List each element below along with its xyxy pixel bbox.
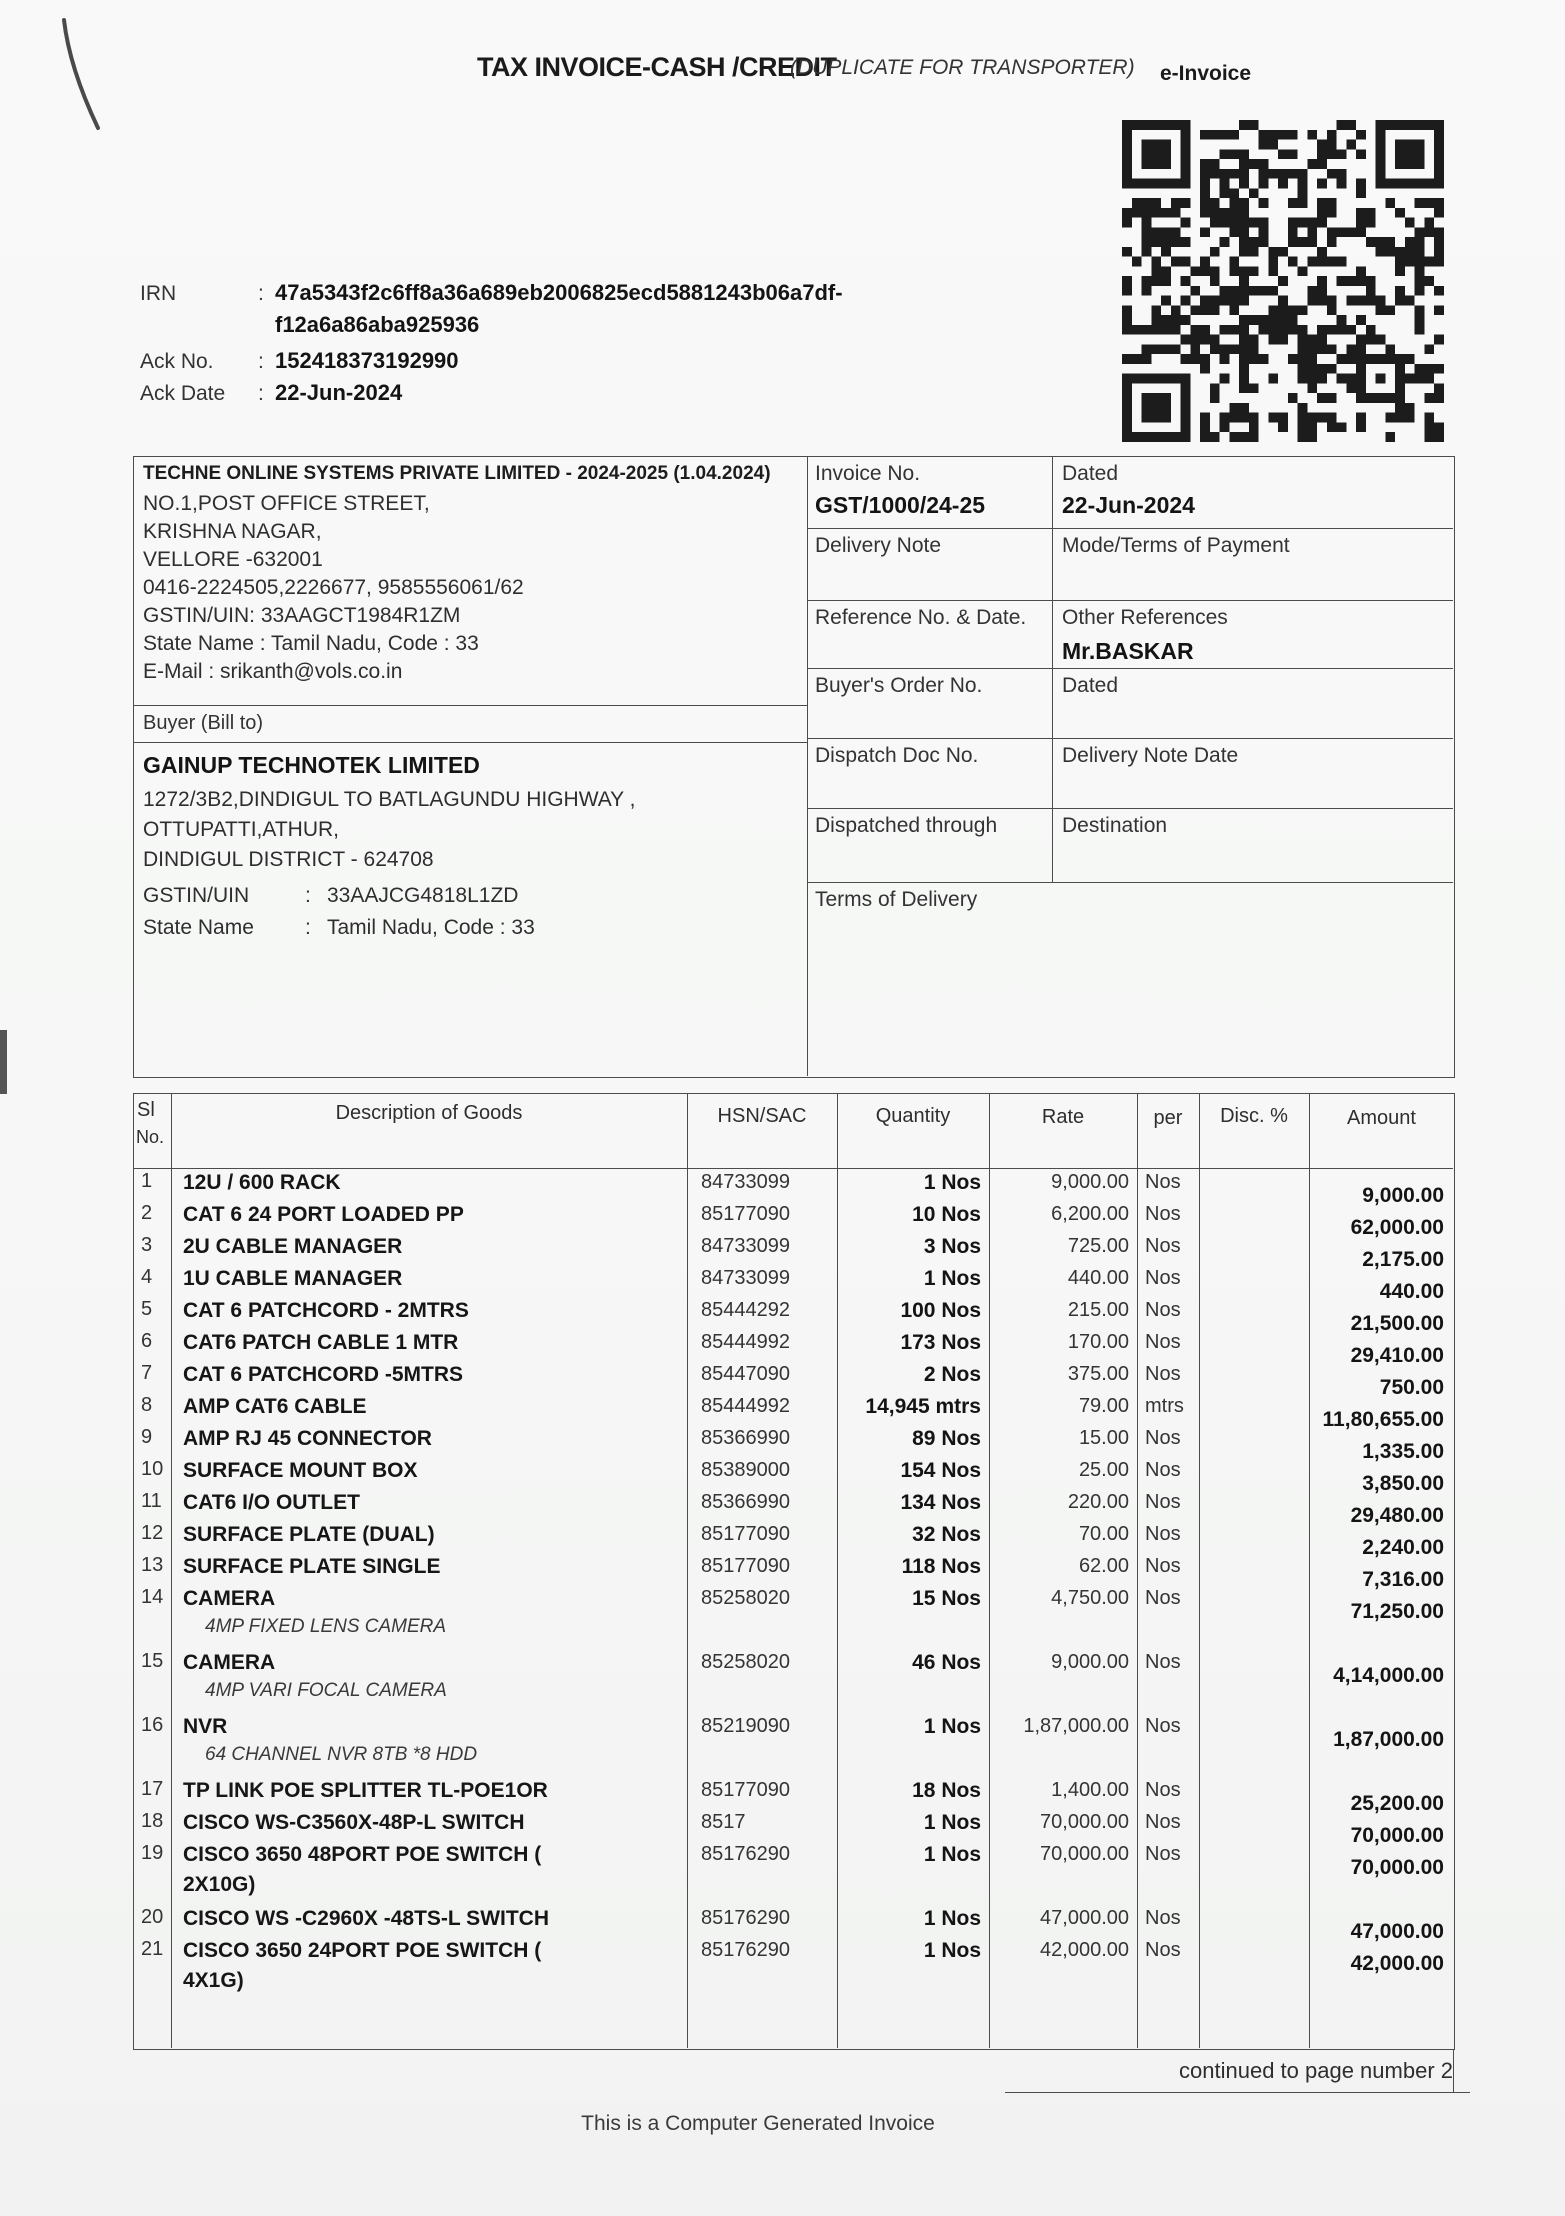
row-hsn: 84733099 [701, 1235, 790, 1257]
row-rate: 62.00 [1078, 1555, 1129, 1577]
row-quantity: 1 Nos [923, 1171, 981, 1194]
row-per: Nos [1145, 1491, 1181, 1513]
row-sl-no: 17 [141, 1778, 164, 1800]
row-sl-no: 16 [141, 1714, 164, 1736]
ack-date-label: Ack Date [140, 382, 226, 405]
row-quantity: 118 Nos [901, 1555, 981, 1578]
computer-generated-note: This is a Computer Generated Invoice [581, 2112, 935, 2135]
header-discount: Disc. % [1220, 1105, 1288, 1127]
delivery-note-date-label: Delivery Note Date [1062, 744, 1239, 767]
seller-address-line3: VELLORE -632001 [143, 548, 323, 571]
row-description-text-line2: 4X1G) [183, 1969, 244, 1992]
row-rate: 6,200.00 [1051, 1203, 1129, 1225]
row-quantity: 3 Nos [923, 1235, 981, 1258]
row-per: Nos [1145, 1331, 1181, 1353]
destination-label: Destination [1062, 814, 1168, 837]
invoice-no-value: GST/1000/24-25 [815, 492, 986, 518]
buyer-address-line3: DINDIGUL DISTRICT - 624708 [143, 848, 434, 871]
seller-state: State Name : Tamil Nadu, Code : 33 [143, 632, 479, 655]
invoice-no-label: Invoice No. [815, 462, 921, 485]
buyer-gstin-value: 33AAJCG4818L1ZD [327, 884, 519, 907]
row-per: Nos [1145, 1939, 1181, 1961]
row-description-text: CISCO WS -C2960X -48TS-L SWITCH [183, 1907, 550, 1930]
row-description-text: 1U CABLE MANAGER [183, 1267, 403, 1290]
row-hsn: 85176290 [701, 1843, 790, 1865]
row-sl-no: 3 [141, 1234, 153, 1256]
table-row [134, 1296, 1454, 1335]
row-hsn: 85366990 [701, 1491, 790, 1513]
seller-address-line1: NO.1,POST OFFICE STREET, [143, 492, 430, 515]
buyer-state-colon: : [305, 916, 311, 939]
row-sl-no: 15 [141, 1650, 164, 1672]
row-quantity: 1 Nos [923, 1843, 981, 1866]
continued-note: continued to page number 2 [1179, 2058, 1453, 2083]
row-description-subtext: 64 CHANNEL NVR 8TB *8 HDD [205, 1744, 478, 1765]
irn-value-line1: 47a5343f2c6ff8a36a689eb2006825ecd5881243b06a7df- [275, 280, 843, 305]
row-sl-no: 20 [141, 1906, 164, 1928]
grid-line [807, 528, 1453, 529]
row-quantity: 14,945 mtrs [865, 1395, 981, 1418]
row-hsn: 85176290 [701, 1907, 790, 1929]
row-sl-no: 5 [141, 1298, 153, 1320]
row-quantity: 1 Nos [923, 1907, 981, 1930]
row-amount: 21,500.00 [1350, 1312, 1444, 1335]
row-quantity: 32 Nos [912, 1523, 981, 1546]
row-description-text: CAT6 I/O OUTLET [183, 1491, 360, 1514]
row-per: Nos [1145, 1811, 1181, 1833]
row-description [171, 1584, 687, 1648]
row-amount: 2,240.00 [1362, 1536, 1444, 1559]
table-row [134, 1584, 1454, 1648]
row-hsn: 85366990 [701, 1427, 790, 1449]
row-per: Nos [1145, 1843, 1181, 1865]
header-description: Description of Goods [335, 1102, 523, 1124]
row-amount: 62,000.00 [1350, 1216, 1444, 1239]
header-sl: Sl [137, 1099, 155, 1121]
row-sl-no: 19 [141, 1842, 164, 1864]
row-quantity: 10 Nos [912, 1203, 981, 1226]
row-rate: 47,000.00 [1040, 1907, 1129, 1929]
row-per: Nos [1145, 1715, 1181, 1737]
row-amount: 42,000.00 [1350, 1952, 1444, 1975]
header-quantity: Quantity [875, 1105, 951, 1127]
row-quantity: 1 Nos [923, 1715, 981, 1738]
buyer-address-line2: OTTUPATTI,ATHUR, [143, 818, 339, 841]
row-amount: 25,200.00 [1350, 1792, 1444, 1815]
row-sl-no: 21 [141, 1938, 164, 1960]
row-sl-no: 1 [141, 1170, 153, 1192]
row-hsn: 85177090 [701, 1203, 790, 1225]
terms-of-delivery-label: Terms of Delivery [815, 888, 978, 911]
row-description [171, 1712, 687, 1776]
row-hsn: 85258020 [701, 1651, 790, 1673]
row-rate: 375.00 [1067, 1363, 1129, 1385]
row-hsn: 85258020 [701, 1587, 790, 1609]
row-sl-no: 6 [141, 1330, 153, 1352]
row-description-text: CAT6 PATCH CABLE 1 MTR [183, 1331, 459, 1354]
table-row [134, 1360, 1454, 1399]
ack-no-colon: : [258, 350, 264, 373]
copy-type-label: (DUPLICATE FOR TRANSPORTER) [790, 56, 1135, 79]
items-table-body [134, 1168, 1454, 2000]
row-description [171, 1648, 687, 1712]
row-per: Nos [1145, 1363, 1181, 1385]
table-row [134, 1840, 1454, 1904]
row-description-text: CISCO 3650 24PORT POE SWITCH ( [183, 1939, 542, 1962]
table-row [134, 1456, 1454, 1495]
row-description-text-line2: 2X10G) [183, 1873, 256, 1896]
row-description-subtext: 4MP FIXED LENS CAMERA [205, 1616, 447, 1637]
dispatch-doc-label: Dispatch Doc No. [815, 744, 979, 767]
table-row [134, 1520, 1454, 1559]
row-sl-no: 10 [141, 1458, 164, 1480]
table-row [134, 1488, 1454, 1527]
ack-no-value: 152418373192990 [275, 348, 459, 373]
row-rate: 15.00 [1078, 1427, 1129, 1449]
ack-date-value: 22-Jun-2024 [275, 380, 403, 405]
row-hsn: 85219090 [701, 1715, 790, 1737]
header-per: per [1153, 1107, 1183, 1129]
row-hsn: 8517 [701, 1811, 746, 1833]
row-description-text: TP LINK POE SPLITTER TL-POE1OR [183, 1779, 548, 1802]
row-hsn: 85177090 [701, 1555, 790, 1577]
row-rate: 25.00 [1078, 1459, 1129, 1481]
mode-terms-label: Mode/Terms of Payment [1062, 534, 1290, 557]
row-description-text: 12U / 600 RACK [183, 1171, 341, 1194]
row-amount: 11,80,655.00 [1322, 1408, 1444, 1431]
row-per: Nos [1145, 1459, 1181, 1481]
header-sl-no: No. [136, 1127, 165, 1147]
row-rate: 9,000.00 [1051, 1651, 1129, 1673]
dispatched-through-label: Dispatched through [815, 814, 998, 837]
row-per: Nos [1145, 1523, 1181, 1545]
row-description-text: CAT 6 PATCHCORD - 2MTRS [183, 1299, 469, 1322]
row-per: Nos [1145, 1267, 1181, 1289]
row-hsn: 85177090 [701, 1779, 790, 1801]
row-description-subtext: 4MP VARI FOCAL CAMERA [205, 1680, 447, 1701]
seller-gstin: GSTIN/UIN: 33AAGCT1984R1ZM [143, 604, 461, 627]
row-description-text: SURFACE MOUNT BOX [183, 1459, 418, 1482]
row-quantity: 100 Nos [900, 1299, 981, 1322]
buyer-gstin-label: GSTIN/UIN [143, 884, 250, 907]
seller-email: E-Mail : srikanth@vols.co.in [143, 660, 403, 683]
row-per: Nos [1145, 1427, 1181, 1449]
row-quantity: 154 Nos [900, 1459, 981, 1482]
table-row [134, 1904, 1454, 1943]
dated2-label: Dated [1062, 674, 1119, 697]
row-hsn: 84733099 [701, 1267, 790, 1289]
row-per: Nos [1145, 1651, 1181, 1673]
table-row [134, 1648, 1454, 1712]
row-rate: 42,000.00 [1040, 1939, 1129, 1961]
grid-line [807, 882, 1453, 883]
table-row [134, 1424, 1454, 1463]
grid-line [807, 808, 1453, 809]
row-hsn: 85177090 [701, 1523, 790, 1545]
invoice-title: TAX INVOICE-CASH /CREDIT [477, 52, 837, 82]
row-hsn: 85444992 [701, 1395, 790, 1417]
row-per: Nos [1145, 1171, 1181, 1193]
row-amount: 1,335.00 [1362, 1440, 1444, 1463]
other-references-value: Mr.BASKAR [1062, 638, 1194, 664]
row-per: Nos [1145, 1299, 1181, 1321]
einvoice-label: e-Invoice [1160, 62, 1252, 85]
row-description-text: SURFACE PLATE (DUAL) [183, 1523, 435, 1546]
row-rate: 215.00 [1067, 1299, 1129, 1321]
row-description-text: CISCO 3650 48PORT POE SWITCH ( [183, 1843, 542, 1866]
grid-line [807, 456, 808, 1076]
row-per: mtrs [1145, 1395, 1184, 1417]
grid-line [1005, 2092, 1470, 2093]
grid-line [133, 705, 807, 706]
grid-line [133, 742, 807, 743]
seller-phone: 0416-2224505,2226677, 9585556061/62 [143, 576, 524, 599]
row-hsn: 85389000 [701, 1459, 790, 1481]
row-quantity: 173 Nos [900, 1331, 981, 1354]
row-description-text: CISCO WS-C3560X-48P-L SWITCH [183, 1811, 525, 1834]
row-rate: 70,000.00 [1040, 1843, 1129, 1865]
row-sl-no: 13 [141, 1554, 164, 1576]
row-description-text: CAT 6 24 PORT LOADED PP [183, 1203, 464, 1226]
row-sl-no: 4 [141, 1266, 153, 1288]
row-quantity: 1 Nos [923, 1267, 981, 1290]
seller-address-line2: KRISHNA NAGAR, [143, 520, 322, 543]
row-per: Nos [1145, 1779, 1181, 1801]
row-amount: 4,14,000.00 [1333, 1664, 1444, 1687]
scan-artifact [0, 1030, 7, 1094]
row-amount: 9,000.00 [1362, 1184, 1444, 1207]
row-description-text: AMP RJ 45 CONNECTOR [183, 1427, 432, 1450]
grid-line [1052, 456, 1053, 882]
row-per: Nos [1145, 1555, 1181, 1577]
row-quantity: 15 Nos [912, 1587, 981, 1610]
buyer-name: GAINUP TECHNOTEK LIMITED [143, 752, 480, 778]
row-description-text: CAMERA [183, 1651, 276, 1674]
row-description-text: AMP CAT6 CABLE [183, 1395, 367, 1418]
row-amount: 29,480.00 [1350, 1504, 1444, 1527]
row-per: Nos [1145, 1587, 1181, 1609]
row-hsn: 85447090 [701, 1363, 790, 1385]
row-rate: 725.00 [1067, 1235, 1129, 1257]
row-sl-no: 14 [141, 1586, 164, 1608]
buyer-state-value: Tamil Nadu, Code : 33 [327, 916, 535, 939]
row-description-text: SURFACE PLATE SINGLE [183, 1555, 441, 1578]
grid-line [807, 600, 1453, 601]
row-amount: 3,850.00 [1362, 1472, 1444, 1495]
row-discount [1199, 1584, 1309, 1648]
row-quantity: 2 Nos [923, 1363, 981, 1386]
row-sl-no: 18 [141, 1810, 164, 1832]
row-per: Nos [1145, 1203, 1181, 1225]
buyer-section-label: Buyer (Bill to) [143, 712, 264, 734]
table-row [134, 1200, 1454, 1239]
row-quantity: 46 Nos [912, 1651, 981, 1674]
grid-line [807, 738, 1453, 739]
row-sl-no: 11 [141, 1490, 162, 1512]
row-amount: 440.00 [1379, 1280, 1444, 1303]
row-hsn: 85176290 [701, 1939, 790, 1961]
row-per: Nos [1145, 1235, 1181, 1257]
table-row [134, 1232, 1454, 1271]
table-row [134, 1328, 1454, 1367]
row-hsn: 85444992 [701, 1331, 790, 1353]
table-row [134, 1168, 1454, 1207]
row-description-text: NVR [183, 1715, 228, 1738]
grid-line [1453, 2050, 1454, 2092]
row-sl-no: 8 [141, 1394, 153, 1416]
irn-colon: : [258, 282, 264, 305]
table-row [134, 1552, 1454, 1591]
row-description [171, 1936, 687, 2000]
row-quantity: 1 Nos [923, 1811, 981, 1834]
header-hsn: HSN/SAC [717, 1105, 807, 1127]
row-rate: 440.00 [1067, 1267, 1129, 1289]
pen-mark [50, 10, 120, 140]
row-rate: 1,400.00 [1051, 1779, 1129, 1801]
row-sl-no: 2 [141, 1202, 153, 1224]
row-hsn: 84733099 [701, 1171, 790, 1193]
row-amount: 29,410.00 [1350, 1344, 1444, 1367]
irn-label: IRN [140, 282, 177, 305]
row-amount: 70,000.00 [1350, 1856, 1444, 1879]
header-rate: Rate [1041, 1106, 1085, 1128]
row-quantity: 89 Nos [912, 1427, 981, 1450]
row-quantity: 18 Nos [912, 1779, 981, 1802]
row-sl-no: 12 [141, 1522, 164, 1544]
table-row [134, 1264, 1454, 1303]
irn-value-line2: f12a6a86aba925936 [275, 312, 480, 337]
row-discount [1199, 1648, 1309, 1712]
row-amount: 47,000.00 [1350, 1920, 1444, 1943]
row-discount [1199, 1712, 1309, 1776]
row-rate: 170.00 [1067, 1331, 1129, 1353]
table-row [134, 1712, 1454, 1776]
ack-no-label: Ack No. [140, 350, 214, 373]
row-quantity: 1 Nos [923, 1939, 981, 1962]
seller-name: TECHNE ONLINE SYSTEMS PRIVATE LIMITED - 2024-2025 (1.04.2024) [143, 463, 771, 484]
row-rate: 1,87,000.00 [1023, 1715, 1129, 1737]
row-amount: 1,87,000.00 [1333, 1728, 1444, 1751]
row-rate: 70,000.00 [1040, 1811, 1129, 1833]
delivery-note-label: Delivery Note [815, 534, 942, 557]
row-description-text: 2U CABLE MANAGER [183, 1235, 403, 1258]
dated-value: 22-Jun-2024 [1062, 492, 1195, 518]
row-rate: 9,000.00 [1051, 1171, 1129, 1193]
table-row [134, 1392, 1454, 1431]
row-quantity: 134 Nos [900, 1491, 981, 1514]
buyer-state-label: State Name [143, 916, 254, 939]
ack-date-colon: : [258, 382, 264, 405]
grid-line [807, 668, 1453, 669]
row-description-text: CAT 6 PATCHCORD -5MTRS [183, 1363, 463, 1386]
row-rate: 79.00 [1078, 1395, 1129, 1417]
row-description [171, 1840, 687, 1904]
header-amount: Amount [1347, 1107, 1416, 1129]
row-rate: 220.00 [1067, 1491, 1129, 1513]
row-amount: 7,316.00 [1362, 1568, 1444, 1591]
other-references-label: Other References [1062, 606, 1228, 629]
row-rate: 70.00 [1078, 1523, 1129, 1545]
row-amount: 71,250.00 [1350, 1600, 1444, 1623]
buyers-order-label: Buyer's Order No. [815, 674, 983, 697]
row-discount [1199, 1840, 1309, 1904]
row-rate: 4,750.00 [1051, 1587, 1129, 1609]
buyer-gstin-colon: : [305, 884, 311, 907]
row-amount: 750.00 [1379, 1376, 1444, 1399]
row-amount: 2,175.00 [1362, 1248, 1444, 1271]
row-sl-no: 7 [141, 1362, 153, 1384]
reference-label: Reference No. & Date. [815, 606, 1027, 629]
buyer-address-line1: 1272/3B2,DINDIGUL TO BATLAGUNDU HIGHWAY , [143, 788, 636, 811]
e-invoice-qr-code [1122, 120, 1444, 442]
row-discount [1199, 1936, 1309, 2000]
table-row [134, 1808, 1454, 1847]
dated-label: Dated [1062, 462, 1119, 485]
row-hsn: 85444292 [701, 1299, 790, 1321]
table-row [134, 1776, 1454, 1815]
table-row [134, 1936, 1454, 2000]
row-sl-no: 9 [141, 1426, 153, 1448]
row-description-text: CAMERA [183, 1587, 276, 1610]
row-per: Nos [1145, 1907, 1181, 1929]
row-amount: 70,000.00 [1350, 1824, 1444, 1847]
